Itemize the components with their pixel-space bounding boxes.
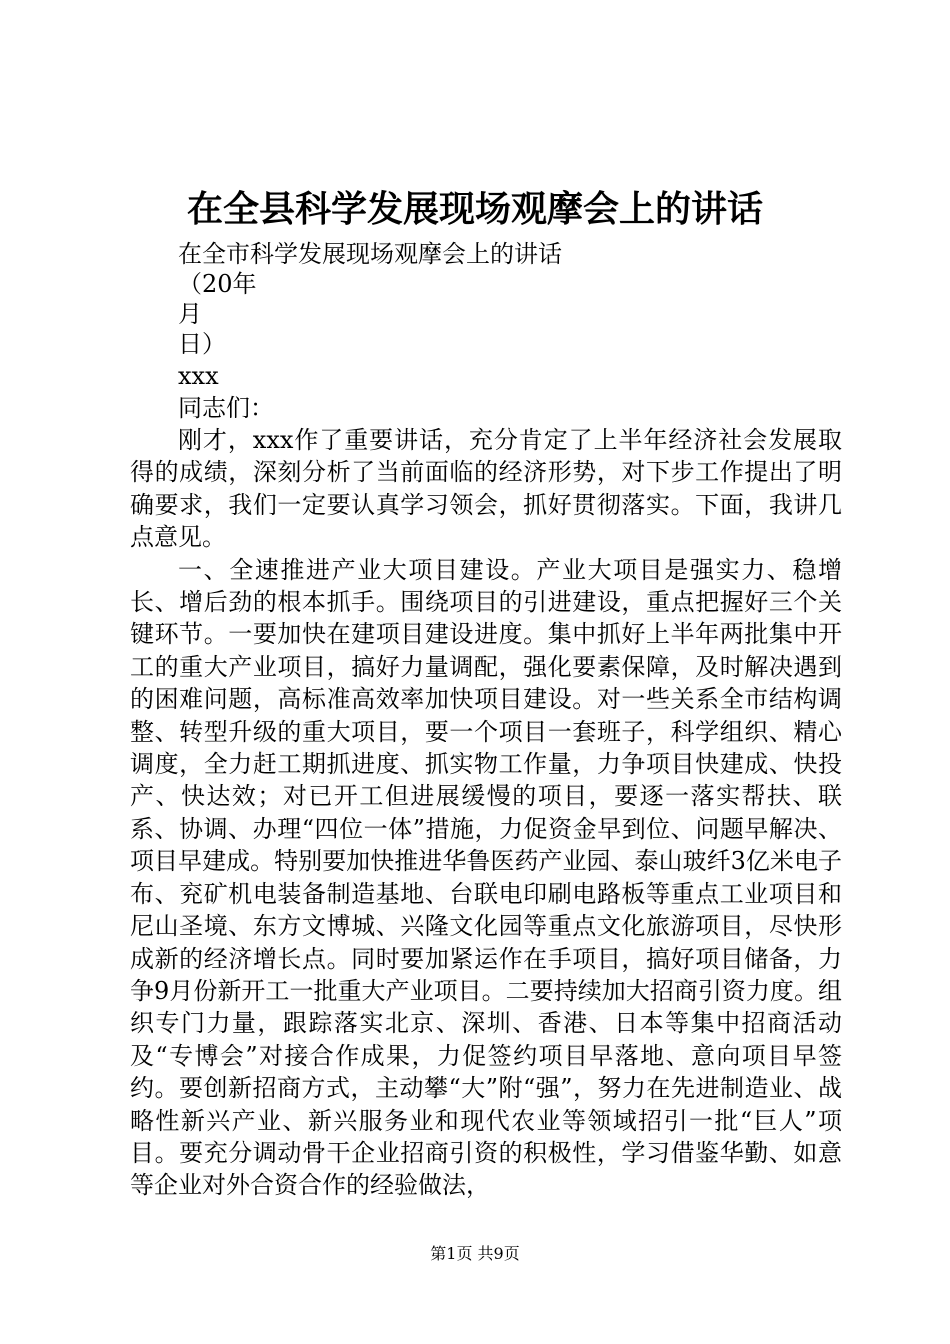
page-footer: 第1页 共9页 [430, 1244, 520, 1263]
document-body [130, 424, 842, 1202]
body-paragraph: 一、全速推进产业大项目建设。产业大项目是强实力、稳增长、增后劲的根本抓手。围绕项目的引进建设，重点把握好三个关键环节。一要加快在建项目建设进度。集中抓好上半年两批集中开工的重大产业项目，搞好力量调配，强化要素保障，及时解决遇到的困难问题，高标准高效率加快项目建设。对一些关系全市结构调整、转型升级的重大项目，要一个项目一套班子，科学组织、精心调度，全力赶工期抓进度、抓实物工作量，力争项目快建成、快投产、快达效；对已开工但进展缓慢的项目，要逐一落实帮扶、联系、协调、办理“四位一体”措施，力促资金早到位、问题早解决、项目早建成。特别要加快推进华鲁医药产业园、泰山玻纤3亿米电子布、兖矿机电装备制造基地、台联电印刷电路板等重点工业项目和尼山圣境、东方文博城、兴隆文化园等重点文化旅游项目，尽快形成新的经济增长点。同时要加紧运作在手项目，搞好项目储备，力争9月份新开工一批重大产业项目。二要持续加大招商引资力度。组织专门力量，跟踪落实北京、深圳、香港、日本等集中招商活动及“专博会”对接合作成果，力促签约项目早落地、意向项目早签约。要创新招商方式，主动攀“大”附“强”，努力在先进制造业、战略性新兴产业、新兴服务业和现代农业等领域招引一批“巨人”项目。要充分调动骨干企业招商引资的积极性，学习借鉴华勤、如意等企业对外合资合作的经验做法， [130, 555, 842, 1200]
body-paragraph: 刚才，xxx作了重要讲话，充分肯定了上半年经济社会发展取得的成绩，深刻分析了当前面临的经济形势，对下步工作提出了明确要求，我们一定要认真学习领会，抓好贯彻落实。下面，我讲几点意见。 [130, 426, 842, 552]
speaker-name: xxx [178, 362, 219, 390]
date-line-month: 月 [178, 300, 202, 328]
document-subtitle: 在全市科学发展现场观摩会上的讲话 [178, 240, 562, 268]
date-line-day: 日） [178, 330, 226, 358]
document-title: 在全县科学发展现场观摩会上的讲话 [186, 188, 763, 230]
date-line-year: （20年 [178, 270, 257, 298]
salutation: 同志们： [178, 394, 274, 422]
